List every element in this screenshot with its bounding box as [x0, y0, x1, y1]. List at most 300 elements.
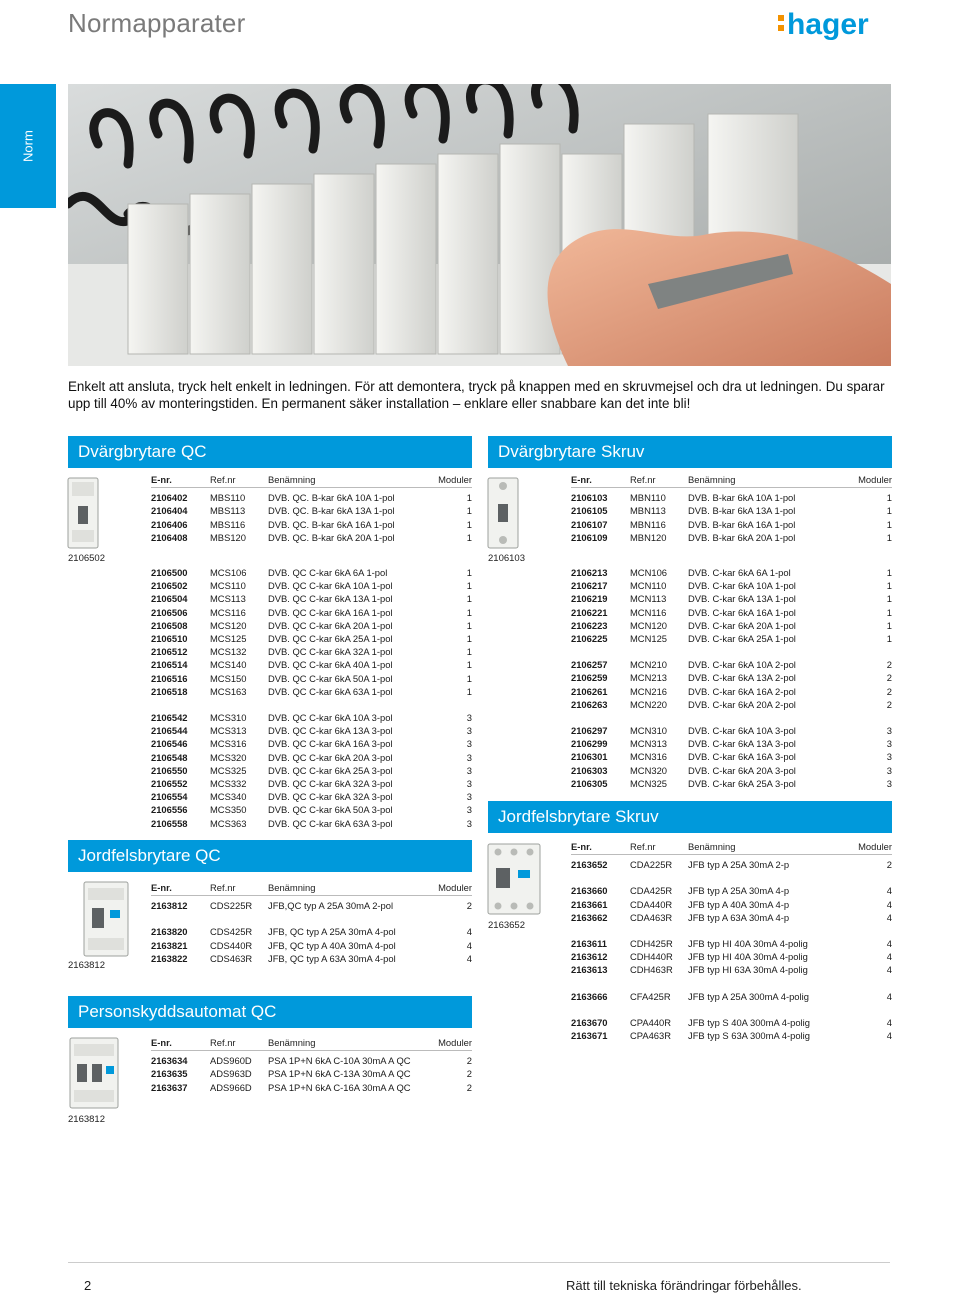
cell-moduler: 1: [886, 492, 892, 504]
cell-ref: MCS320: [210, 751, 247, 763]
table-row: [151, 817, 472, 830]
table-row: [571, 963, 892, 976]
cell-enr: 2106301: [571, 751, 608, 763]
table-row: [571, 737, 892, 750]
table-row: [151, 952, 472, 965]
table-row: [151, 737, 472, 750]
table-row: [151, 504, 472, 517]
cell-moduler: 4: [886, 898, 892, 910]
cell-benamning: DVB. QC C-kar 6kA 50A 3-pol: [268, 804, 393, 816]
cell-moduler: 2: [466, 900, 472, 912]
table-row: [571, 764, 892, 777]
cell-ref: CDA463R: [630, 911, 673, 923]
cell-moduler: 1: [466, 619, 472, 631]
cell-enr: 2106502: [151, 580, 188, 592]
cell-ref: MCS163: [210, 685, 247, 697]
product-image-label-jfskruv: 2163652: [488, 920, 525, 931]
cell-benamning: DVB. QC C-kar 6kA 16A 3-pol: [268, 738, 393, 750]
table-row: [571, 619, 892, 632]
cell-ref: MBS116: [210, 518, 246, 530]
side-tab[interactable]: [0, 84, 56, 208]
cell-enr: 2106299: [571, 738, 608, 750]
cell-benamning: DVB. QC C-kar 6kA 16A 1-pol: [268, 606, 393, 618]
cell-moduler: 2: [886, 698, 892, 710]
table-row: [151, 531, 472, 544]
cell-ref: CPA463R: [630, 1030, 671, 1042]
cell-enr: 2106404: [151, 505, 188, 517]
table-row: [571, 698, 892, 711]
table-header-row: [151, 1036, 472, 1049]
cell-benamning: DVB. C-kar 6kA 25A 3-pol: [688, 777, 796, 789]
header-rule: [571, 854, 892, 855]
table-row: [151, 672, 472, 685]
cell-ref: MCS340: [210, 791, 247, 803]
section-banner-skruv: [488, 436, 892, 468]
cell-enr: 2106109: [571, 531, 608, 543]
cell-benamning: JFB typ HI 63A 30mA 4-polig: [688, 964, 808, 976]
cell-ref: MCN213: [630, 672, 667, 684]
cell-benamning: DVB. QC C-kar 6kA 63A 3-pol: [268, 817, 393, 829]
cell-enr: 2106408: [151, 531, 188, 543]
table-skruv: [571, 473, 892, 790]
cell-enr: 2163671: [571, 1030, 608, 1042]
table-header-row: [571, 473, 892, 486]
rcd-image-screw: [486, 842, 542, 916]
table-row: [571, 990, 892, 1003]
cell-moduler: 3: [466, 778, 472, 790]
cell-ref: MCN310: [630, 725, 667, 737]
table-row: [151, 899, 472, 912]
cell-moduler: 3: [466, 804, 472, 816]
cell-enr: 2106223: [571, 619, 608, 631]
cell-benamning: DVB. QC C-kar 6kA 25A 1-pol: [268, 633, 393, 645]
table-row: [571, 491, 892, 504]
hero-photo: [68, 84, 891, 366]
cell-ref: CDS463R: [210, 952, 253, 964]
cell-benamning: PSA 1P+N 6kA C-13A 30mA A QC: [268, 1068, 411, 1080]
table-row: [151, 1054, 472, 1067]
cell-ref: ADS963D: [210, 1068, 252, 1080]
cell-enr: 2163821: [151, 939, 188, 951]
cell-ref: MCN116: [630, 606, 667, 618]
header-enr: E-nr.: [151, 882, 172, 893]
table-row: [151, 803, 472, 816]
header-ref: Ref.nr: [210, 1037, 236, 1048]
product-image-label-jfqc: 2163812: [68, 960, 105, 971]
cell-enr: 2163820: [151, 926, 188, 938]
cell-benamning: DVB. QC C-kar 6kA 13A 3-pol: [268, 725, 393, 737]
header-benamning: Benämning: [268, 474, 316, 485]
cell-moduler: 4: [886, 951, 892, 963]
group-gap: [571, 544, 892, 566]
cell-ref: MCS363: [210, 817, 247, 829]
cell-ref: MCS150: [210, 672, 247, 684]
cell-enr: 2106217: [571, 580, 608, 592]
cell-enr: 2106548: [151, 751, 188, 763]
table-header-row: [151, 473, 472, 486]
table-row: [151, 790, 472, 803]
cell-enr: 2106554: [151, 791, 188, 803]
group-gap: [571, 1003, 892, 1016]
table-row: [151, 1067, 472, 1080]
cell-benamning: DVB. QC C-kar 6kA 32A 1-pol: [268, 646, 393, 658]
cell-moduler: 2: [466, 1055, 472, 1067]
cell-benamning: DVB. B-kar 6kA 13A 1-pol: [688, 505, 796, 517]
cell-moduler: 3: [466, 817, 472, 829]
cell-enr: 2163662: [571, 911, 608, 923]
group-gap: [571, 977, 892, 990]
cell-moduler: 1: [466, 531, 472, 543]
group-gap: [151, 698, 472, 711]
cell-enr: 2106402: [151, 492, 188, 504]
cell-moduler: 1: [466, 646, 472, 658]
mcb-1pol-image-qc: [66, 476, 100, 550]
table-row: [151, 711, 472, 724]
header-rule: [151, 487, 472, 488]
cell-moduler: 3: [886, 777, 892, 789]
hager-logo: [778, 2, 876, 46]
rcbo-image: [68, 1036, 120, 1110]
table-row: [151, 619, 472, 632]
cell-enr: 2163612: [571, 951, 608, 963]
group-gap: [571, 645, 892, 658]
cell-moduler: 1: [466, 518, 472, 530]
group-gap: [151, 544, 472, 566]
page-number: 2: [84, 1278, 92, 1293]
cell-benamning: JFB typ S 63A 300mA 4-polig: [688, 1030, 810, 1042]
cell-ref: CDH440R: [630, 951, 673, 963]
cell-moduler: 2: [886, 672, 892, 684]
cell-moduler: 1: [466, 659, 472, 671]
group-gap: [571, 924, 892, 937]
cell-benamning: DVB. QC C-kar 6kA 20A 3-pol: [268, 751, 393, 763]
cell-benamning: DVB. QC. B-kar 6kA 10A 1-pol: [268, 492, 395, 504]
cell-benamning: JFB typ HI 40A 30mA 4-polig: [688, 951, 808, 963]
cell-ref: CFA425R: [630, 990, 671, 1002]
cell-enr: 2163635: [151, 1068, 188, 1080]
cell-moduler: 1: [466, 505, 472, 517]
cell-ref: CDS440R: [210, 939, 253, 951]
cell-enr: 2106225: [571, 633, 608, 645]
section-banner-jfskruv: [488, 801, 892, 833]
table-row: [571, 685, 892, 698]
table-row: [151, 724, 472, 737]
header-rule: [571, 487, 892, 488]
table-row: [151, 1081, 472, 1094]
cell-benamning: DVB. QC C-kar 6kA 6A 1-pol: [268, 567, 388, 579]
cell-moduler: 1: [886, 567, 892, 579]
cell-benamning: DVB. C-kar 6kA 13A 3-pol: [688, 738, 796, 750]
cell-benamning: JFB,QC typ A 25A 30mA 2-pol: [268, 900, 394, 912]
cell-benamning: JFB typ A 25A 300mA 4-polig: [688, 990, 809, 1002]
table-row: [151, 518, 472, 531]
cell-moduler: 4: [886, 938, 892, 950]
cell-moduler: 1: [466, 672, 472, 684]
cell-ref: MCS116: [210, 606, 246, 618]
cell-moduler: 3: [466, 764, 472, 776]
header-ref: Ref.nr: [210, 882, 236, 893]
cell-enr: 2106516: [151, 672, 188, 684]
cell-enr: 2106544: [151, 725, 188, 737]
cell-enr: 2106103: [571, 492, 608, 504]
cell-benamning: DVB. C-kar 6kA 13A 2-pol: [688, 672, 796, 684]
table-header-row: [571, 840, 892, 853]
table-row: [571, 658, 892, 671]
cell-benamning: DVB. C-kar 6kA 13A 1-pol: [688, 593, 796, 605]
cell-ref: MCS350: [210, 804, 247, 816]
table-row: [151, 751, 472, 764]
cell-moduler: 1: [466, 492, 472, 504]
cell-benamning: JFB typ A 25A 30mA 2-p: [688, 859, 790, 871]
cell-benamning: DVB. QC. B-kar 6kA 20A 1-pol: [268, 531, 395, 543]
cell-ref: MBN116: [630, 518, 666, 530]
cell-ref: MCS113: [210, 593, 246, 605]
cell-ref: MCN120: [630, 619, 667, 631]
cell-ref: CPA440R: [630, 1016, 671, 1028]
section-title-qc: Dvärgbrytare QC: [78, 442, 207, 461]
cell-moduler: 2: [886, 685, 892, 697]
cell-ref: MCN106: [630, 567, 667, 579]
cell-moduler: 1: [886, 505, 892, 517]
table-row: [571, 671, 892, 684]
table-row: [151, 592, 472, 605]
cell-enr: 2106552: [151, 778, 188, 790]
cell-moduler: 4: [466, 952, 472, 964]
table-row: [151, 658, 472, 671]
cell-benamning: JFB typ S 40A 300mA 4-polig: [688, 1016, 810, 1028]
cell-moduler: 1: [886, 619, 892, 631]
group-gap: [571, 871, 892, 884]
table-row: [151, 606, 472, 619]
cell-ref: CDS225R: [210, 900, 253, 912]
cell-ref: ADS960D: [210, 1055, 252, 1067]
cell-moduler: 3: [466, 725, 472, 737]
header-ref: Ref.nr: [210, 474, 236, 485]
cell-moduler: 3: [466, 751, 472, 763]
table-header-row: [151, 881, 472, 894]
table-row: [571, 911, 892, 924]
cell-benamning: JFB typ A 63A 30mA 4-p: [688, 911, 790, 923]
table-row: [151, 579, 472, 592]
table-psa: [151, 1036, 472, 1094]
cell-ref: MCS106: [210, 567, 247, 579]
cell-enr: 2106303: [571, 764, 608, 776]
section-title-jfskruv: Jordfelsbrytare Skruv: [498, 807, 659, 826]
cell-ref: MBN113: [630, 505, 666, 517]
cell-benamning: DVB. C-kar 6kA 10A 2-pol: [688, 659, 796, 671]
cell-benamning: DVB. C-kar 6kA 20A 3-pol: [688, 764, 796, 776]
cell-benamning: DVB. QC C-kar 6kA 20A 1-pol: [268, 619, 393, 631]
cell-enr: 2163661: [571, 898, 608, 910]
table-row: [151, 685, 472, 698]
cell-benamning: DVB. QC. B-kar 6kA 16A 1-pol: [268, 518, 395, 530]
group-gap: [571, 711, 892, 724]
cell-benamning: JFB typ HI 40A 30mA 4-polig: [688, 938, 808, 950]
cell-enr: 2106261: [571, 685, 608, 697]
cell-moduler: 3: [886, 764, 892, 776]
cell-enr: 2106558: [151, 817, 188, 829]
table-row: [571, 1016, 892, 1029]
header-moduler: Moduler: [858, 841, 892, 852]
table-row: [571, 884, 892, 897]
cell-benamning: JFB, QC typ A 40A 30mA 4-pol: [268, 939, 396, 951]
cell-enr: 2106504: [151, 593, 188, 605]
cell-ref: MCS140: [210, 659, 247, 671]
header-moduler: Moduler: [438, 1037, 472, 1048]
cell-benamning: DVB. C-kar 6kA 16A 1-pol: [688, 606, 796, 618]
table-row: [571, 937, 892, 950]
cell-ref: MCS120: [210, 619, 247, 631]
cell-ref: CDH425R: [630, 938, 673, 950]
cell-enr: 2163822: [151, 952, 188, 964]
cell-benamning: DVB. B-kar 6kA 10A 1-pol: [688, 492, 796, 504]
cell-enr: 2106518: [151, 685, 188, 697]
cell-enr: 2163634: [151, 1055, 188, 1067]
cell-ref: MCS316: [210, 738, 247, 750]
header-benamning: Benämning: [688, 474, 736, 485]
cell-enr: 2163666: [571, 990, 608, 1002]
table-jfskruv: [571, 840, 892, 1042]
cell-moduler: 1: [886, 633, 892, 645]
cell-ref: CDS425R: [210, 926, 253, 938]
cell-benamning: DVB. C-kar 6kA 16A 3-pol: [688, 751, 796, 763]
cell-benamning: DVB. QC C-kar 6kA 32A 3-pol: [268, 791, 393, 803]
cell-ref: MCS332: [210, 778, 247, 790]
cell-benamning: DVB. QC C-kar 6kA 10A 3-pol: [268, 712, 393, 724]
cell-ref: MCN110: [630, 580, 667, 592]
cell-enr: 2106512: [151, 646, 188, 658]
table-row: [571, 724, 892, 737]
table-row: [151, 925, 472, 938]
header-enr: E-nr.: [571, 474, 592, 485]
cell-ref: MBS113: [210, 505, 246, 517]
cell-ref: MCN216: [630, 685, 667, 697]
product-image-label-psa: 2163812: [68, 1114, 105, 1125]
cell-ref: MCN313: [630, 738, 667, 750]
cell-enr: 2106556: [151, 804, 188, 816]
header-rule: [151, 895, 472, 896]
cell-moduler: 1: [886, 580, 892, 592]
table-row: [571, 566, 892, 579]
cell-moduler: 1: [886, 531, 892, 543]
cell-enr: 2106510: [151, 633, 188, 645]
cell-ref: MBN110: [630, 492, 666, 504]
cell-moduler: 1: [466, 593, 472, 605]
cell-ref: MCN220: [630, 698, 667, 710]
cell-ref: MCN325: [630, 777, 667, 789]
header-rule: [151, 1050, 472, 1051]
cell-moduler: 4: [886, 885, 892, 897]
cell-benamning: DVB. B-kar 6kA 20A 1-pol: [688, 531, 796, 543]
table-row: [571, 898, 892, 911]
cell-benamning: DVB. C-kar 6kA 20A 2-pol: [688, 698, 796, 710]
cell-enr: 2106500: [151, 567, 188, 579]
brand-wordmark: hager: [787, 8, 869, 41]
table-row: [571, 632, 892, 645]
cell-enr: 2163670: [571, 1016, 608, 1028]
cell-benamning: DVB. QC C-kar 6kA 32A 3-pol: [268, 778, 393, 790]
cell-benamning: DVB. QC C-kar 6kA 50A 1-pol: [268, 672, 393, 684]
cell-ref: MCN320: [630, 764, 667, 776]
cell-enr: 2106508: [151, 619, 188, 631]
section-banner-qc: [68, 436, 472, 468]
footer-note: Rätt till tekniska förändringar förbehålles.: [566, 1278, 802, 1293]
cell-moduler: 4: [886, 911, 892, 923]
cell-ref: ADS966D: [210, 1081, 252, 1093]
cell-ref: MCN210: [630, 659, 667, 671]
cell-benamning: PSA 1P+N 6kA C-10A 30mA A QC: [268, 1055, 411, 1067]
cell-enr: 2106107: [571, 518, 608, 530]
section-title-skruv: Dvärgbrytare Skruv: [498, 442, 645, 461]
table-row: [151, 777, 472, 790]
table-row: [571, 531, 892, 544]
cell-moduler: 4: [466, 926, 472, 938]
cell-moduler: 4: [886, 1030, 892, 1042]
cell-enr: 2106305: [571, 777, 608, 789]
group-gap: [151, 912, 472, 925]
header-ref: Ref.nr: [630, 474, 656, 485]
cell-benamning: JFB, QC typ A 63A 30mA 4-pol: [268, 952, 396, 964]
cell-moduler: 2: [886, 859, 892, 871]
cell-moduler: 3: [466, 712, 472, 724]
cell-ref: MBS120: [210, 531, 246, 543]
table-qc: [151, 473, 472, 830]
mcb-screw-image: [486, 476, 520, 550]
header-moduler: Moduler: [858, 474, 892, 485]
cell-moduler: 4: [886, 1016, 892, 1028]
cell-benamning: JFB, QC typ A 25A 30mA 4-pol: [268, 926, 396, 938]
cell-enr: 2106257: [571, 659, 608, 671]
cell-benamning: JFB typ A 40A 30mA 4-p: [688, 898, 790, 910]
cell-enr: 2106406: [151, 518, 188, 530]
cell-benamning: DVB. QC C-kar 6kA 13A 1-pol: [268, 593, 393, 605]
cell-moduler: 1: [886, 593, 892, 605]
cell-ref: MCN113: [630, 593, 667, 605]
section-banner-psa: [68, 996, 472, 1028]
header-enr: E-nr.: [571, 841, 592, 852]
cell-ref: MCS325: [210, 764, 247, 776]
footer-divider: [68, 1262, 890, 1263]
cell-moduler: 2: [886, 659, 892, 671]
table-row: [151, 645, 472, 658]
cell-benamning: DVB. QC C-kar 6kA 40A 1-pol: [268, 659, 393, 671]
cell-moduler: 1: [886, 606, 892, 618]
cell-enr: 2163812: [151, 900, 188, 912]
table-row: [571, 750, 892, 763]
cell-ref: CDH463R: [630, 964, 673, 976]
cell-moduler: 3: [886, 751, 892, 763]
cell-benamning: DVB. C-kar 6kA 10A 1-pol: [688, 580, 796, 592]
table-row: [571, 606, 892, 619]
cell-ref: CDA440R: [630, 898, 673, 910]
table-row: [571, 579, 892, 592]
table-row: [571, 858, 892, 871]
cell-enr: 2106221: [571, 606, 608, 618]
table-row: [571, 518, 892, 531]
header-moduler: Moduler: [438, 474, 472, 485]
cell-ref: MCS125: [210, 633, 247, 645]
header-enr: E-nr.: [151, 1037, 172, 1048]
cell-benamning: DVB. B-kar 6kA 16A 1-pol: [688, 518, 796, 530]
cell-moduler: 1: [466, 633, 472, 645]
cell-moduler: 1: [886, 518, 892, 530]
rcd-image-qc: [82, 880, 130, 958]
section-title-psa: Personskyddsautomat QC: [78, 1002, 277, 1021]
cell-ref: MBS110: [210, 492, 246, 504]
cell-ref: MCN125: [630, 633, 667, 645]
cell-enr: 2106506: [151, 606, 188, 618]
cell-enr: 2163611: [571, 938, 607, 950]
